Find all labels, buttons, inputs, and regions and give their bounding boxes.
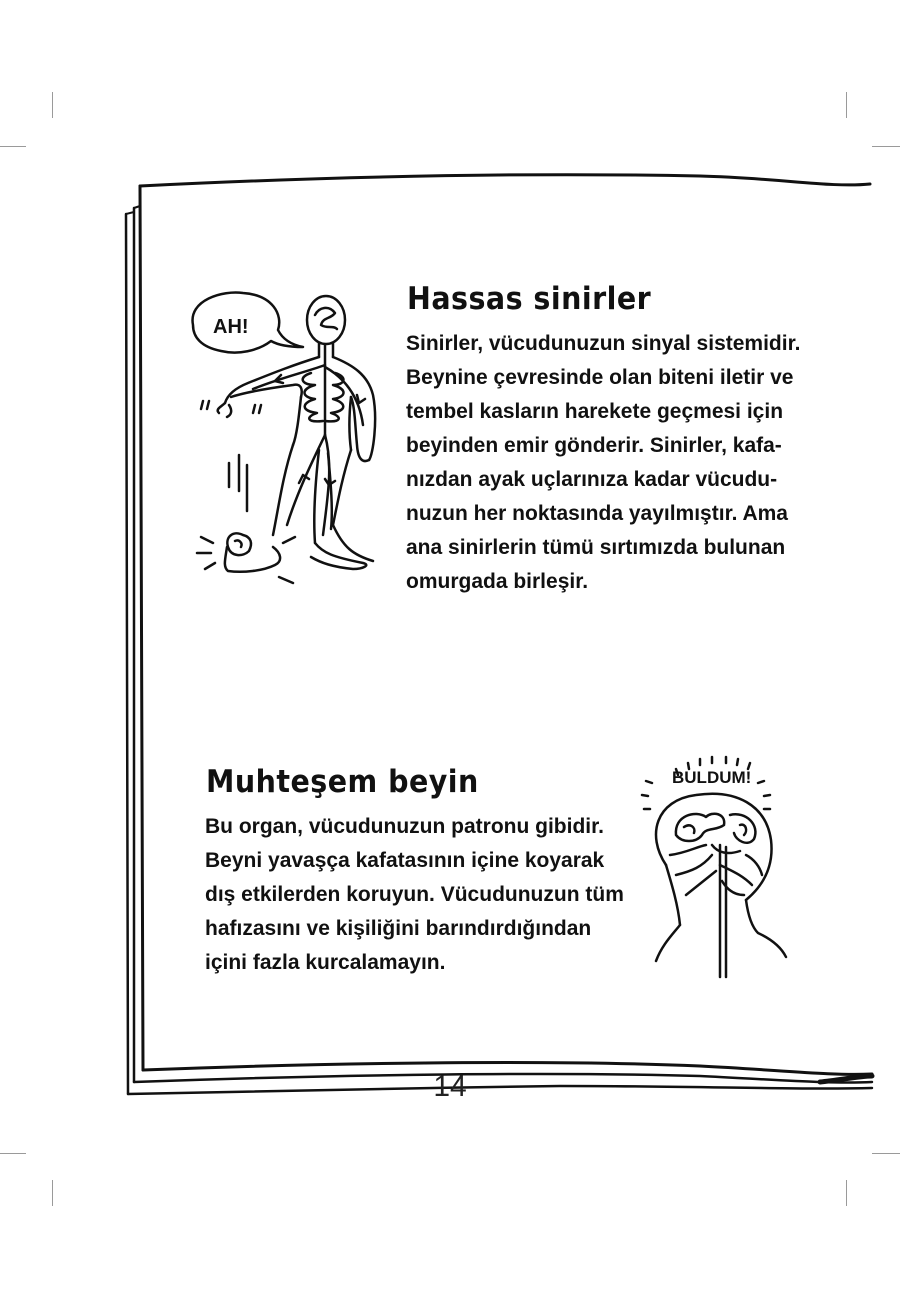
page-number: 14 [433,1070,467,1103]
paragraph-line: dış etkilerden koruyun. Vücudunuzun tüm [205,883,624,906]
paragraph-line: Beyni yavaşça kafatasının içine koyarak [205,849,605,872]
paragraph-line: içini fazla kurcalamayın. [205,951,446,974]
buldum-caption: BULDUM! [672,768,752,787]
paragraph-line: beyinden emir gönderir. Sinirler, kafa- [406,434,782,457]
nervous-system-illustration [183,285,383,585]
paragraph-line: nuzun her noktasında yayılmıştır. Ama [406,502,788,525]
paragraph-line: omurgada birleşir. [406,570,589,593]
section-paragraph-hassas-sinirler [406,327,801,599]
paragraph-line: tembel kasların harekete geçmesi için [406,400,784,423]
brain-illustration [636,755,806,985]
section-paragraph-muhtesem-beyin [205,810,624,980]
section-title-muhtesem-beyin: Muhteşem beyin [206,764,479,800]
paragraph-line: hafızasını ve kişiliğini barındırdığından [205,917,592,940]
section-title-hassas-sinirler: Hassas sinirler [407,281,652,317]
paragraph-line: Bu organ, vücudunuzun patronu gibidir. [205,815,604,838]
paragraph-line: Sinirler, vücudunuzun sinyal sistemidir. [406,332,801,355]
paragraph-line: Beynine çevresinde olan biteni iletir ve [406,366,794,389]
speech-bubble-text: AH! [213,316,249,338]
paragraph-line: nızdan ayak uçlarınıza kadar vücudu- [406,468,778,491]
paragraph-line: ana sinirlerin tümü sırtımızda bulunan [406,536,786,559]
